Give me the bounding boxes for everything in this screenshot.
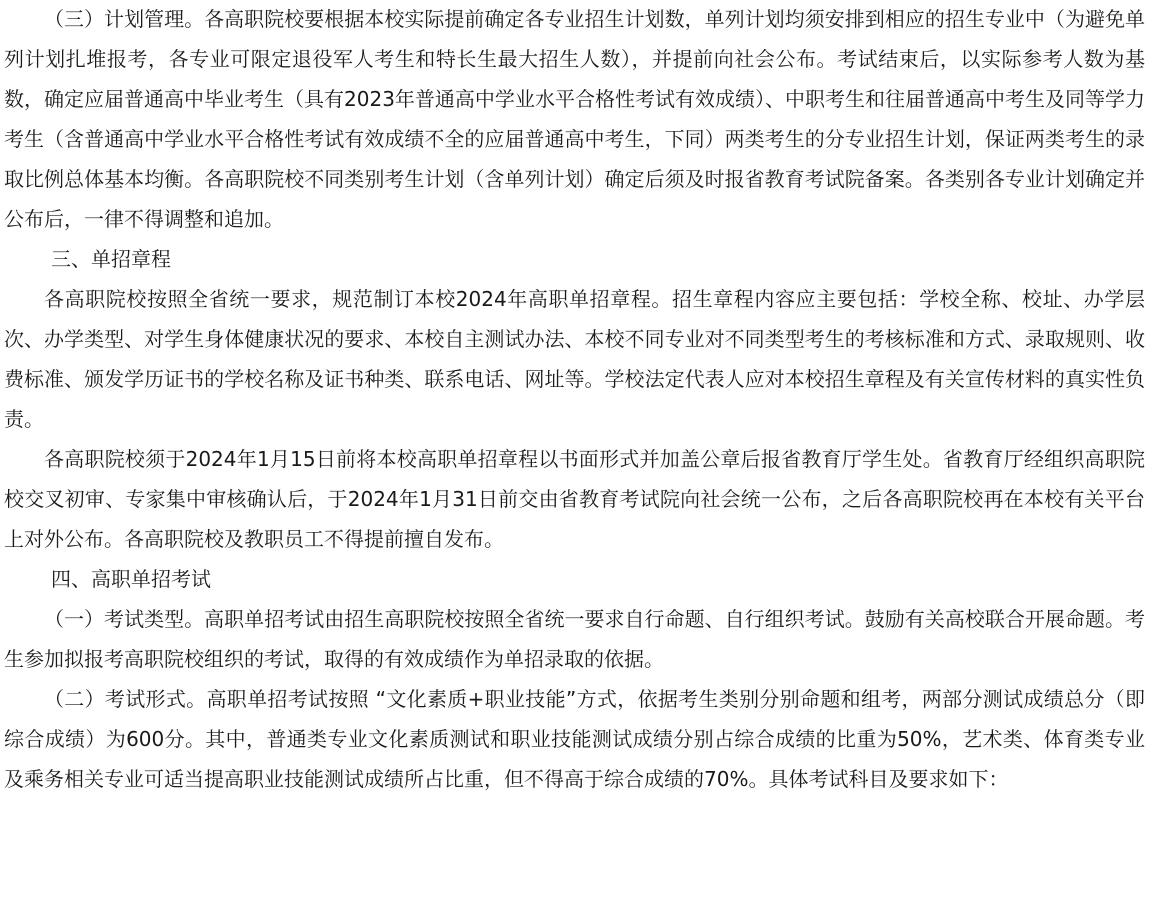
paragraph-exam-format: （二）考试形式。高职单招考试按照 “文化素质+职业技能”方式，依据考生类别分别命题和组考，两部分测试成绩总分（即综合成绩）为600分。其中，普通类专业文化素质测试和职业技能测试成绩分别占综合成绩的比重为50%，艺术类、体育类专业及乘务相关专业可适当提高职业技能测试成绩所占比重，但不得高于综合成绩的70%。具体考试科目及要求如下： [4,687,1145,791]
paragraph-plan-management: （三）计划管理。各高职院校要根据本校实际提前确定各专业招生计划数，单列计划均须安排到相应的招生专业中（为避免单列计划扎堆报考，各专业可限定退役军人考生和特长生最大招生人数），并提前向社会公布。考试结束后，以实际参考人数为基数，确定应届普通高中毕业考生（具有2023年普通高中学业水平合格性考试有效成绩）、中职考生和往届普通高中考生及同等学力考生（含普通高中学业水平合格性考试有效成绩不全的应届普通高中考生，下同）两类考生的分专业招生计划，保证两类考生的录取比例总体基本均衡。各高职院校不同类别考生计划（含单列计划）确定后须及时报省教育考试院备案。各类别各专业计划确定并公布后，一律不得调整和追加。 [4,7,1145,231]
section-heading-admission-charter: 三、单招章程 [51,247,171,271]
paragraph-charter-requirements: 各高职院校按照全省统一要求，规范制订本校2024年高职单招章程。招生章程内容应主要包括：学校全称、校址、办学层次、办学类型、对学生身体健康状况的要求、本校自主测试办法、本校不同专业对不同类型考生的考核标准和方式、录取规则、收费标准、颁发学历证书的学校名称及证书种类、联系电话、网址等。学校法定代表人应对本校招生章程及有关宣传材料的真实性负责。 [4,287,1145,431]
paragraph-exam-type: （一）考试类型。高职单招考试由招生高职院校按照全省统一要求自行命题、自行组织考试。鼓励有关高校联合开展命题。考生参加拟报考高职院校组织的考试，取得的有效成绩作为单招录取的依据。 [4,607,1145,671]
paragraph-charter-submission: 各高职院校须于2024年1月15日前将本校高职单招章程以书面形式并加盖公章后报省教育厅学生处。省教育厅经组织高职院校交叉初审、专家集中审核确认后，于2024年1月31日前交由省教育考试院向社会统一公布，之后各高职院校再在本校有关平台上对外公布。各高职院校及教职员工不得提前擅自发布。 [4,447,1145,551]
section-heading-single-exam: 四、高职单招考试 [51,567,211,591]
